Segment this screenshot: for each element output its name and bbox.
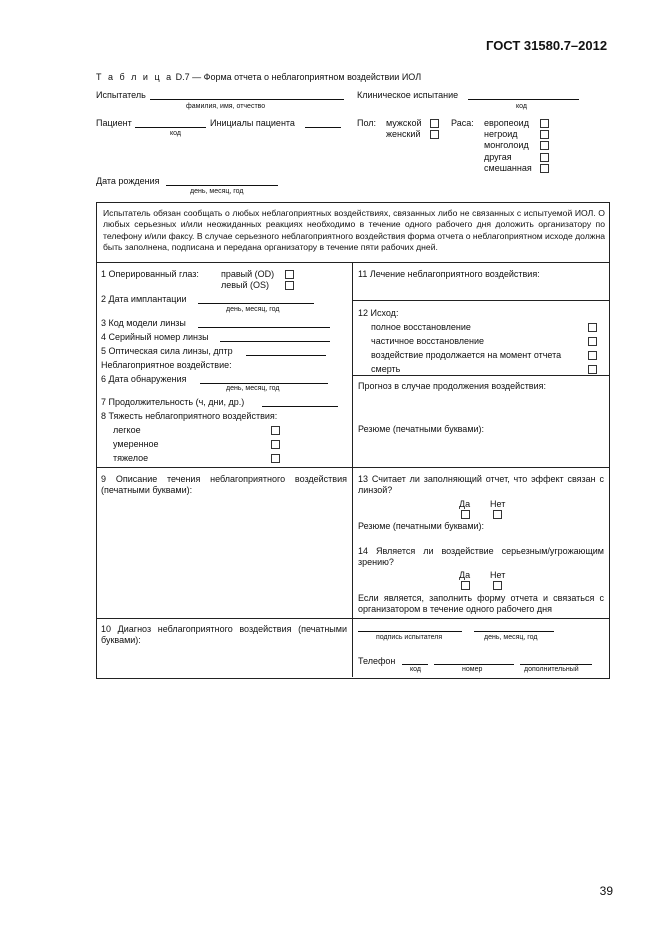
sex-male-checkbox[interactable] bbox=[430, 119, 439, 128]
page-number: 39 bbox=[599, 884, 613, 898]
q1-label: 1 Оперированный глаз: bbox=[101, 269, 199, 279]
sex-female-label: женский bbox=[386, 129, 421, 139]
q14-yes-checkbox[interactable] bbox=[461, 581, 470, 590]
race-option: монголоид bbox=[484, 140, 529, 150]
initials-label: Инициалы пациента bbox=[210, 118, 295, 128]
lens-model-field[interactable] bbox=[198, 327, 330, 328]
race-label: Раса: bbox=[451, 118, 474, 128]
table-title-prefix: Т а б л и ц а bbox=[96, 72, 174, 82]
investigator-hint: фамилия, имя, отчество bbox=[186, 103, 266, 110]
standard-number: ГОСТ 31580.7–2012 bbox=[486, 38, 608, 53]
q13-no: Нет bbox=[490, 499, 506, 509]
sex-label: Пол: bbox=[357, 118, 377, 128]
table-title bbox=[96, 72, 421, 82]
severity-checkbox[interactable] bbox=[271, 426, 280, 435]
sign-date-hint: день, месяц, год bbox=[484, 634, 538, 641]
q2-label: 2 Дата имплантации bbox=[101, 294, 187, 304]
notice-text: Испытатель обязан сообщать о любых неблагоприятных воздействиях, связанных либо не связанных с испытуемой ИОЛ. О любых серьезных и/или неожиданных реакциях необходимо в течение одного рабочего дня доложить организатору по телефону и/или факсу. В случае серьезного неблагоприятного воздействия форма отчета о неблагоприятном исходе должна быть заполнена, подписана и передана организатору в течение пяти рабочих дней. bbox=[103, 208, 606, 252]
left-eye-checkbox[interactable] bbox=[285, 281, 294, 290]
phone-ext-hint: дополнительный bbox=[524, 666, 579, 673]
prognosis-label: Прогноз в случае продолжения воздействия: bbox=[358, 381, 546, 391]
q3-label: 3 Код модели линзы bbox=[101, 318, 186, 328]
divider bbox=[352, 467, 609, 468]
q6-label: 6 Дата обнаружения bbox=[101, 374, 187, 384]
race-option: европеоид bbox=[484, 118, 529, 128]
right-eye-checkbox[interactable] bbox=[285, 270, 294, 279]
dob-hint: день, месяц, год bbox=[190, 188, 244, 195]
patient-hint: код bbox=[170, 130, 181, 137]
race-checkbox[interactable] bbox=[540, 130, 549, 139]
summary1-label: Резюме (печатными буквами): bbox=[358, 424, 485, 434]
sex-male-label: мужской bbox=[386, 118, 422, 128]
divider bbox=[352, 618, 609, 619]
outcome-checkbox[interactable] bbox=[588, 365, 597, 374]
divider bbox=[352, 375, 609, 376]
divider bbox=[96, 467, 353, 468]
if-yes-note: Если является, заполнить форму отчета и связаться с организатором в течение одного рабочего дня bbox=[358, 593, 604, 614]
table-title-text: D.7 — Форма отчета о неблагоприятном воздействии ИОЛ bbox=[175, 72, 422, 82]
race-checkbox[interactable] bbox=[540, 119, 549, 128]
q11-label: 11 Лечение неблагоприятного воздействия: bbox=[358, 269, 540, 279]
outcome-option: смерть bbox=[371, 364, 401, 374]
q14-label: 14 Является ли воздействие серьезным/угрожающим зрению? bbox=[358, 546, 604, 567]
investigator-field[interactable] bbox=[150, 99, 344, 100]
q8-label: 8 Тяжесть неблагоприятного воздействия: bbox=[101, 411, 278, 421]
severity-option: тяжелое bbox=[113, 453, 149, 463]
outcome-checkbox[interactable] bbox=[588, 351, 597, 360]
outcome-checkbox[interactable] bbox=[588, 323, 597, 332]
q12-label: 12 Исход: bbox=[358, 308, 399, 318]
severity-option: умеренное bbox=[113, 439, 159, 449]
q14-no: Нет bbox=[490, 570, 506, 580]
outcome-option: частичное восстановление bbox=[371, 336, 485, 346]
signature-field[interactable] bbox=[358, 631, 462, 632]
implant-date-field[interactable] bbox=[198, 303, 314, 304]
q7-label: 7 Продолжительность (ч, дни, др.) bbox=[101, 397, 245, 407]
summary2-label: Резюме (печатными буквами): bbox=[358, 521, 485, 531]
q13-yes: Да bbox=[459, 499, 471, 509]
divider bbox=[352, 300, 609, 301]
patient-field[interactable] bbox=[135, 127, 206, 128]
dob-field[interactable] bbox=[166, 185, 278, 186]
duration-field[interactable] bbox=[262, 406, 338, 407]
sign-date-field[interactable] bbox=[474, 631, 554, 632]
serial-number-field[interactable] bbox=[220, 341, 330, 342]
q6-hint: день, месяц, год bbox=[226, 385, 280, 392]
initials-field[interactable] bbox=[305, 127, 341, 128]
lens-power-field[interactable] bbox=[246, 355, 326, 356]
column-divider bbox=[352, 262, 353, 677]
outcome-option: полное восстановление bbox=[371, 322, 471, 332]
q14-no-checkbox[interactable] bbox=[493, 581, 502, 590]
q4-label: 4 Серийный номер линзы bbox=[101, 332, 209, 342]
adverse-label: Неблагоприятное воздействие: bbox=[101, 360, 232, 370]
phone-code-hint: код bbox=[410, 666, 421, 673]
severity-checkbox[interactable] bbox=[271, 440, 280, 449]
investigator-label: Испытатель bbox=[96, 90, 146, 100]
phone-number-hint: номер bbox=[462, 666, 483, 673]
q14-yes: Да bbox=[459, 570, 471, 580]
race-option: смешанная bbox=[484, 163, 532, 173]
q10-label: 10 Диагноз неблагоприятного воздействия (печатными буквами): bbox=[101, 624, 347, 645]
trial-hint: код bbox=[516, 103, 527, 110]
trial-field[interactable] bbox=[468, 99, 579, 100]
sex-female-checkbox[interactable] bbox=[430, 130, 439, 139]
q1-left-eye: левый (OS) bbox=[221, 280, 270, 290]
severity-option: легкое bbox=[113, 425, 141, 435]
q9-label: 9 Описание течения неблагоприятного воздействия (печатными буквами): bbox=[101, 474, 347, 495]
q13-label: 13 Считает ли заполняющий отчет, что эффект связан с линзой? bbox=[358, 474, 604, 495]
dob-label: Дата рождения bbox=[96, 176, 160, 186]
severity-checkbox[interactable] bbox=[271, 454, 280, 463]
signature-hint: подпись испытателя bbox=[376, 634, 443, 641]
race-option: негроид bbox=[484, 129, 518, 139]
race-checkbox[interactable] bbox=[540, 164, 549, 173]
phone-ext-field[interactable] bbox=[520, 664, 592, 665]
outcome-option: воздействие продолжается на момент отчета bbox=[371, 350, 562, 360]
race-checkbox[interactable] bbox=[540, 153, 549, 162]
q2-hint: день, месяц, год bbox=[226, 306, 280, 313]
q13-no-checkbox[interactable] bbox=[493, 510, 502, 519]
phone-number-field[interactable] bbox=[434, 664, 514, 665]
q1-right-eye: правый (OD) bbox=[221, 269, 275, 279]
detection-date-field[interactable] bbox=[200, 383, 328, 384]
phone-label: Телефон bbox=[358, 656, 396, 666]
race-option: другая bbox=[484, 152, 512, 162]
race-checkbox[interactable] bbox=[540, 141, 549, 150]
q13-yes-checkbox[interactable] bbox=[461, 510, 470, 519]
trial-label: Клиническое испытание bbox=[357, 90, 459, 100]
outcome-checkbox[interactable] bbox=[588, 337, 597, 346]
phone-code-field[interactable] bbox=[402, 664, 428, 665]
patient-label: Пациент bbox=[96, 118, 132, 128]
divider bbox=[96, 618, 353, 619]
q5-label: 5 Оптическая сила линзы, дптр bbox=[101, 346, 233, 356]
